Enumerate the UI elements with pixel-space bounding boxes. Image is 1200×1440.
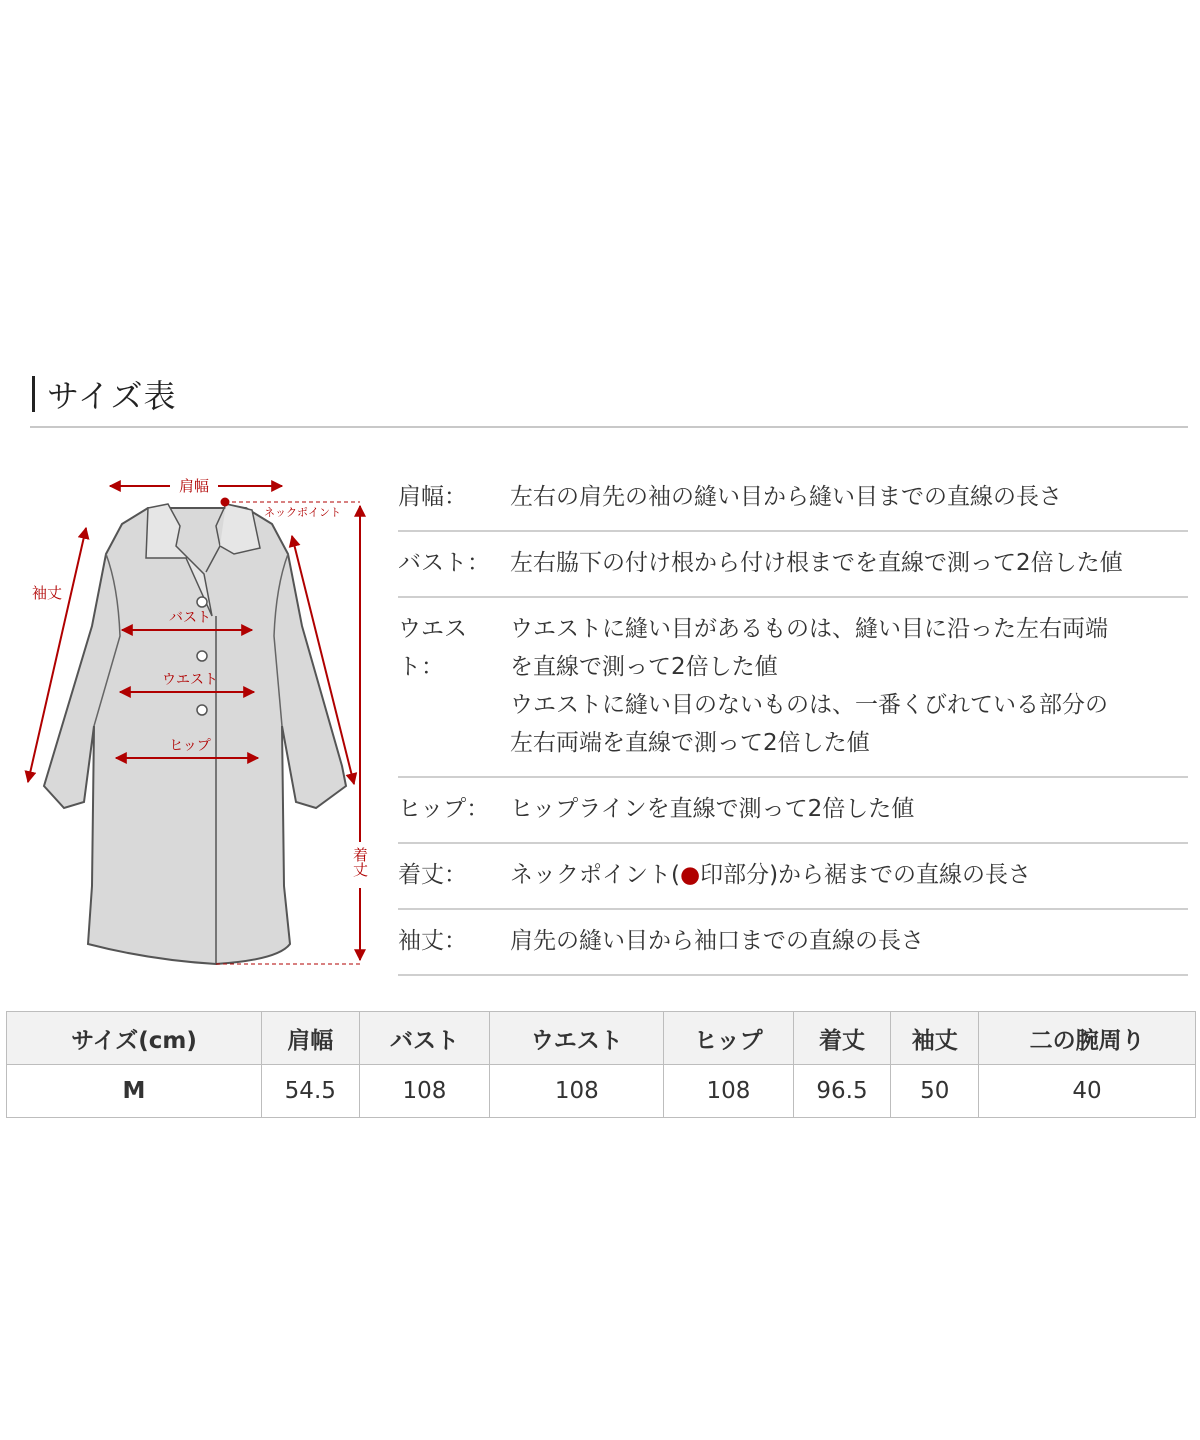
shoulder-label: 肩幅 [178,477,210,495]
bust-label: バスト [169,610,211,626]
size-table [6,1011,1196,1118]
definition-bust [398,532,1188,598]
definition-hip [398,778,1188,844]
button-3 [197,705,207,715]
table-cell: 50 [891,1065,979,1118]
definition-shoulder [398,466,1188,532]
definition-waist [398,598,1188,778]
column-header: 袖丈 [891,1012,979,1065]
coat-diagram [20,466,380,976]
page-title: サイズ表 [47,377,177,415]
column-header: 着丈 [793,1012,891,1065]
neck-point-dot [221,498,230,507]
measurement-definitions [398,466,1188,976]
column-header: サイズ(cm) [7,1012,262,1065]
neck-point-label: ネックポイント [264,506,341,519]
table-cell: 54.5 [262,1065,360,1118]
definition-text: 左右脇下の付け根から付け根までを直線で測って2倍した値 [510,550,1123,576]
table-cell: 96.5 [793,1065,891,1118]
hip-label: ヒップ [169,738,211,754]
table-cell: 108 [490,1065,664,1118]
definition-sleeve [398,910,1188,976]
table-header-row [7,1012,1196,1065]
definition-term: バスト： [398,550,490,576]
button-2 [197,651,207,661]
definition-term: 肩幅： [398,484,467,510]
definition-term: 袖丈： [398,928,467,954]
section-heading [32,372,176,416]
column-header: ヒップ [664,1012,794,1065]
definition-text: ウエストに縫い目があるものは、縫い目に沿った左右両端 を直線で測って2倍した値 ウエストに縫い目のないものは、一番くびれている部分の 左右両端を直線で測って2倍した値 [510,616,1108,756]
column-header: ウエスト [490,1012,664,1065]
length-label: 着丈 [351,847,369,877]
right-collar [220,504,260,554]
heading-divider [30,426,1188,428]
definition-text: 左右の肩先の袖の縫い目から縫い目までの直線の長さ [510,484,1062,510]
table-cell: 40 [979,1065,1196,1118]
definition-text: ネックポイント(●印部分)から裾までの直線の長さ [510,862,1032,888]
table-cell: 108 [664,1065,794,1118]
definition-text: 肩先の縫い目から袖口までの直線の長さ [510,928,924,954]
definition-length [398,844,1188,910]
definition-term: 着丈： [398,862,467,888]
column-header: バスト [359,1012,490,1065]
neck-point-marker-icon: ● [679,862,701,888]
heading-bar [32,376,35,412]
column-header: 肩幅 [262,1012,360,1065]
button-1 [197,597,207,607]
table-cell: 108 [359,1065,490,1118]
sleeve-label: 袖丈 [32,584,63,602]
definition-text: ヒップラインを直線で測って2倍した値 [510,796,915,822]
coat-illustration [20,466,380,976]
table-row [7,1065,1196,1118]
waist-label: ウエスト [162,672,218,688]
table-cell: M [7,1065,262,1118]
column-header: 二の腕周り [979,1012,1196,1065]
definition-term: ウエスト： [398,616,467,680]
definition-term: ヒップ： [398,796,490,822]
